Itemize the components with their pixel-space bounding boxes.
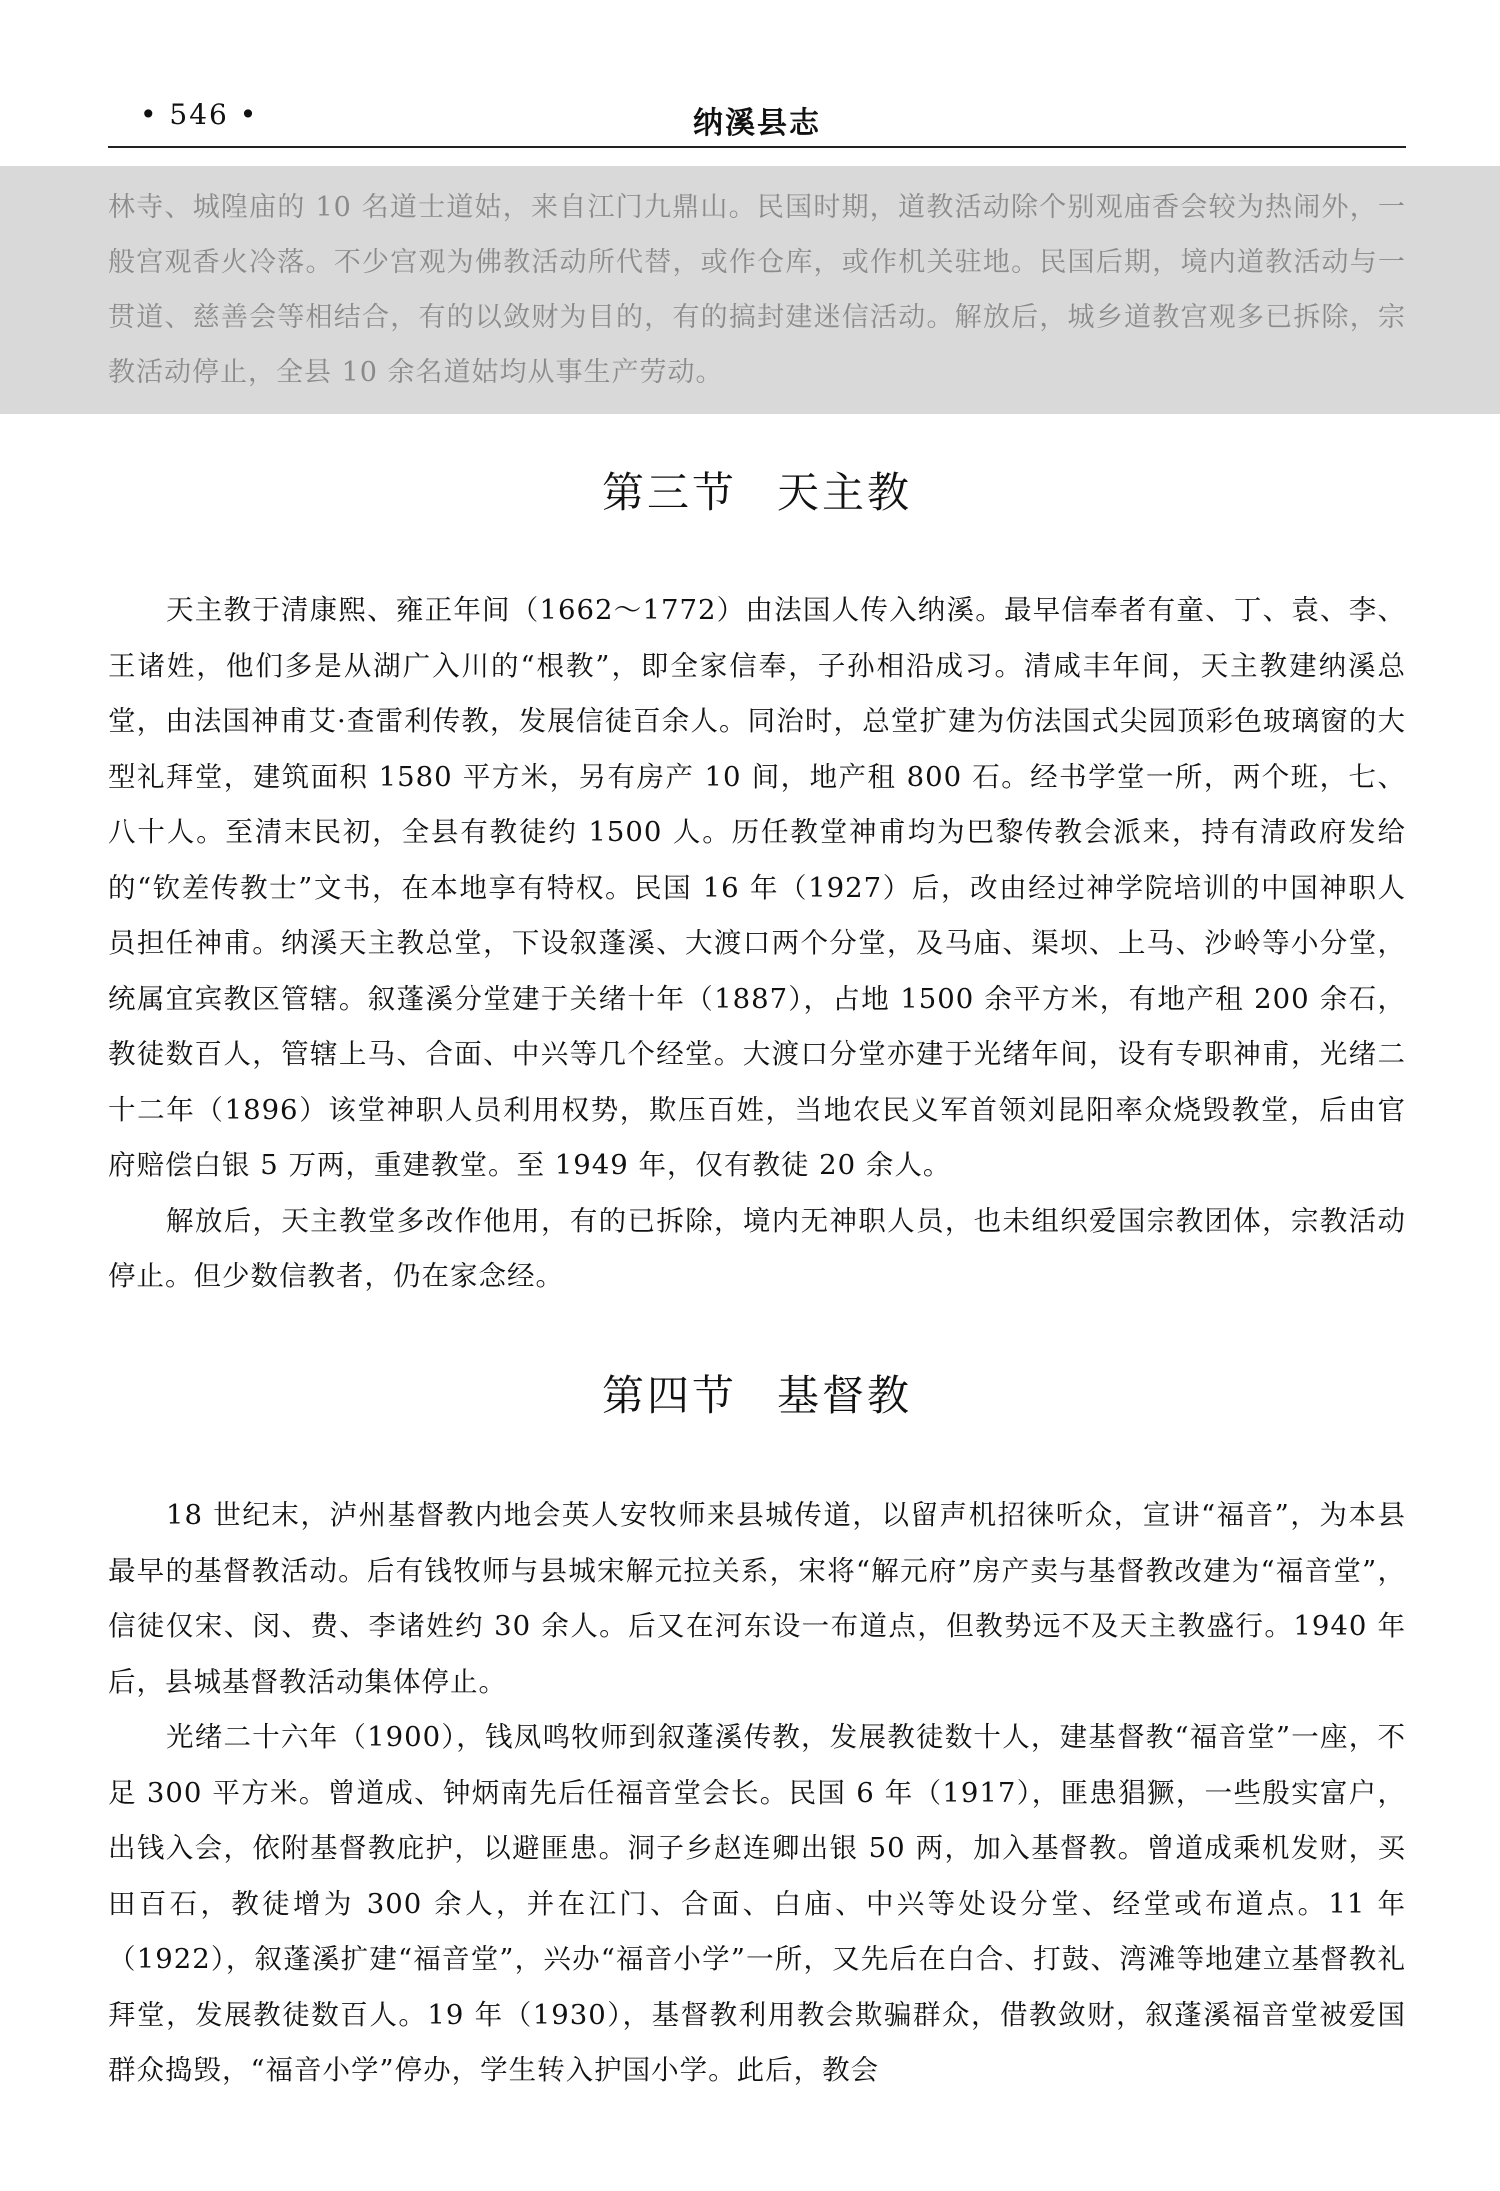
paragraph: 解放后，天主教堂多改作他用，有的已拆除，境内无神职人员，也未组织爱国宗教团体，宗教活动停止。但少数信教者，仍在家念经。 xyxy=(108,1204,1406,1292)
page-header xyxy=(108,98,1406,140)
section-title-christianity xyxy=(108,1363,1406,1423)
paragraph: 18 世纪末，泸州基督教内地会英人安牧师来县城传道，以留声机招徕听众，宣讲“福音”，为本县最早的基督教活动。后有钱牧师与县城宋解元拉关系，宋将“解元府”房产卖与基督教改建为“福音堂”，信徒仅宋、闵、费、李诸姓约 30 余人。后又在河东设一布道点，但教势远不及天主教盛行。1940 年后，县城基督教活动集体停止。 xyxy=(108,1499,1406,1698)
section-name: 天主教 xyxy=(777,468,913,517)
page-number: • 546 • xyxy=(140,98,259,131)
paragraph: 光绪二十六年（1900），钱凤鸣牧师到叙蓬溪传教，发展教徒数十人，建基督教“福音堂”一座，不足 300 平方米。曾道成、钟炳南先后任福音堂会长。民国 6 年（1917），匪患猖獗，一些殷实富户，出钱入会，依附基督教庇护，以避匪患。洞子乡赵连卿出银 50 两，加入基督教。曾道成乘机发财，买田百石，教徒增为 300 余人，并在江门、合面、白庙、中兴等处设分堂、经堂或布道点。11 年（1922），叙蓬溪扩建“福音堂”，兴办“福音小学”一所，又先后在白合、打鼓、湾滩等地建立基督教礼拜堂，发展教徒数百人。19 年（1930），基督教利用教会欺骗群众，借教敛财，叙蓬溪福音堂被爱国群众捣毁，“福音小学”停办，学生转入护国小学。此后，教会 xyxy=(108,1721,1406,2086)
section-number: 第三节 xyxy=(601,468,737,517)
header-rule xyxy=(108,146,1406,148)
section-body-catholicism xyxy=(108,583,1406,1305)
section-title-catholicism xyxy=(108,460,1406,520)
book-title: 纳溪县志 xyxy=(693,106,821,141)
paragraph: 天主教于清康熙、雍正年间（1662～1772）由法国人传入纳溪。最早信奉者有童、丁、袁、李、王诸姓，他们多是从湖广入川的“根教”，即全家信奉，子孙相沿成习。清咸丰年间，天主教建纳溪总堂，由法国神甫艾·查雷利传教，发展信徒百余人。同治时，总堂扩建为仿法国式尖园顶彩色玻璃窗的大型礼拜堂，建筑面积 1580 平方米，另有房产 10 间，地产租 800 石。经书学堂一所，两个班，七、八十人。至清末民初，全县有教徒约 1500 人。历任教堂神甫均为巴黎传教会派来，持有清政府发给的“钦差传教士”文书，在本地享有特权。民国 16 年（1927）后，改由经过神学院培训的中国神职人员担任神甫。纳溪天主教总堂，下设叙蓬溪、大渡口两个分堂，及马庙、渠坝、上马、沙岭等小分堂，统属宜宾教区管辖。叙蓬溪分堂建于关绪十年（1887），占地 1500 余平方米，有地产租 200 余石，教徒数百人，管辖上马、合面、中兴等几个经堂。大渡口分堂亦建于光绪年间，设有专职神甫，光绪二十二年（1896）该堂神职人员利用权势，欺压百姓，当地农民义军首领刘昆阳率众烧毁教堂，后由官府赔偿白银 5 万两，重建教堂。至 1949 年，仅有教徒 20 余人。 xyxy=(108,594,1406,1181)
shaded-continuation-block xyxy=(0,166,1500,414)
shaded-paragraph: 林寺、城隍庙的 10 名道士道姑，来自江门九鼎山。民国时期，道教活动除个别观庙香会较为热闹外，一般宫观香火冷落。不少宫观为佛教活动所代替，或作仓库，或作机关驻地。民国后期，境内道教活动与一贯道、慈善会等相结合，有的以敛财为目的，有的搞封建迷信活动。解放后，城乡道教宫观多已拆除，宗教活动停止，全县 10 余名道姑均从事生产劳动。 xyxy=(108,192,1406,388)
section-number: 第四节 xyxy=(601,1371,737,1420)
section-name: 基督教 xyxy=(777,1371,913,1420)
section-body-christianity xyxy=(108,1488,1406,2099)
